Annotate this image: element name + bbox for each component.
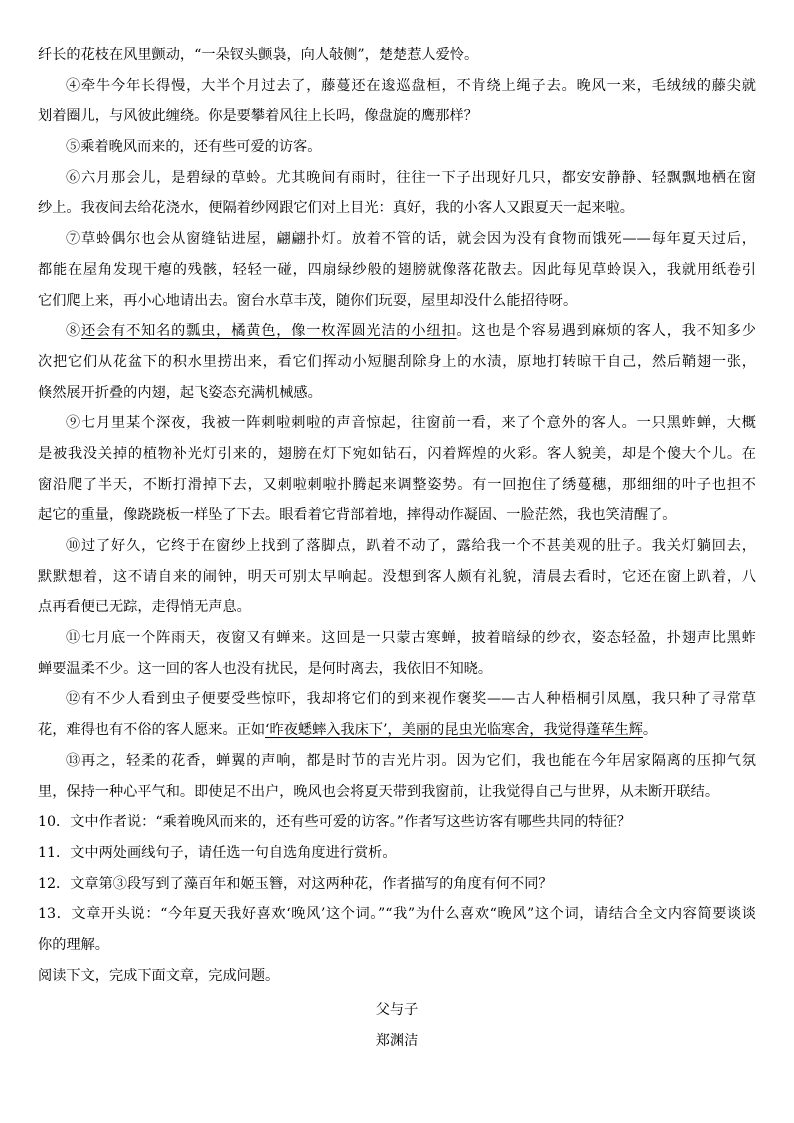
paragraph-12-line: ⑫有不少人看到虫子便要受些惊吓，我却将它们的到来视作褒奖——古人种梧桐引凤凰，我只种了寻常草 bbox=[66, 691, 756, 708]
paragraph-8-line: ⑧还会有不知名的瓢虫，橘黄色，像一枚浑圆光洁的小纽扣。这也是个容易遇到麻烦的客人，我不知多少 bbox=[66, 323, 756, 340]
paragraph-9-line: 起它的重量，像跷跷板一样坠了下去。眼看着它背部着地，摔得动作凝固、一脸茫然，我也笑清醒了。 bbox=[38, 507, 677, 524]
paragraph-5-line: ⑤乘着晚风而来的，还有些可爱的访客。 bbox=[66, 139, 322, 156]
underlined-sentence-2: ‘昨夜蟋蟀入我床下’，美丽的昆虫光临寒舍，我觉得蓬荜生辉 bbox=[265, 722, 643, 739]
paragraph-12-line: 花，难得也有不俗的客人愿来。正如‘昨夜蟋蟀入我床下’，美丽的昆虫光临寒舍，我觉得蓬荜生辉。 bbox=[38, 722, 658, 739]
paragraph-8-line: 倏然展开折叠的内翅，起飞姿态充满机械感。 bbox=[38, 384, 322, 401]
paragraph-10-line: ⑩过了好久，它终于在窗纱上找到了落脚点，趴着不动了，露给我一个不甚美观的肚子。我关灯躺回去， bbox=[66, 538, 756, 554]
paragraph-11-line: ⑪七月底一个阵雨天，夜窗又有蝉来。这回是一只蒙古寒蝉，披着暗绿的纱衣，姿态轻盈，扑翅声比黑蚱 bbox=[66, 630, 756, 647]
paragraph-7-line: 都能在屋角发现干瘪的残骸，轻轻一碰，四扇绿纱般的翅膀就像落花散去。因此每见草蛉误入，我就用纸卷引 bbox=[38, 261, 756, 278]
paragraph-4-line: ④牵牛今年长得慢，大半个月过去了，藤蔓还在逡巡盘桓，不肯绕上绳子去。晚风一来，毛绒绒的藤尖就 bbox=[66, 77, 756, 94]
paragraph-line: 纤长的花枝在风里颤动，“一朵钗头颤袅，向人敧侧”，楚楚惹人爱怜。 bbox=[38, 47, 479, 63]
underlined-sentence-1: 还会有不知名的瓢虫，橘黄色，像一枚浑圆光洁的小纽扣 bbox=[81, 323, 457, 340]
question-13: 13．文章开头说：“今年夏天我好喜欢‘晚风’这个词。”“我”为什么喜欢“晚风”这个词，请结合全文内容简要谈谈 bbox=[38, 906, 756, 923]
article-title: 父与子 bbox=[375, 1002, 419, 1019]
question-11: 11．文中两处画线句子，请任选一句自选角度进行赏析。 bbox=[38, 844, 397, 861]
paragraph-7-line: ⑦草蛉偶尔也会从窗缝钻进屋，翩翩扑灯。放着不管的话，就会因为没有食物而饿死——每年夏天过后， bbox=[66, 231, 756, 248]
paragraph-9-line: 是被我没关掉的植物补光灯引来的，翅膀在灯下宛如钻石，闪着辉煌的火彩。客人貌美，却是个傻大个儿。在 bbox=[38, 445, 756, 462]
paragraph-6-line: ⑥六月那会儿，是碧绿的草蛉。尤其晚间有雨时，往往一下子出现好几只，都安安静静、轻飘飘地栖在窗 bbox=[66, 169, 756, 186]
paragraph-9-line: 窗沿爬了半天，不断打滑掉下去，又刺啦刺啦扑腾起来调整姿势。有一回抱住了绣蔓穗，那细细的叶子也担不 bbox=[38, 476, 756, 493]
paragraph-4-line: 划着圈儿，与风彼此缠绕。你是要攀着风往上长吗，像盘旋的鹰那样？ bbox=[38, 108, 478, 125]
paragraph-10-line: 点再看便已无踪，走得悄无声息。 bbox=[38, 599, 251, 616]
paragraph-6-line: 纱上。我夜间去给花浇水，便隔着纱网跟它们对上目光：真好，我的小客人又跟夏天一起来啦。 bbox=[38, 200, 634, 217]
paragraph-8-line: 次把它们从花盆下的积水里捞出来，看它们挥动小短腿刮除身上的水渍，原地打转晾干自己，然后鞘翅一张， bbox=[38, 353, 756, 370]
paragraph-13-line: ⑬再之，轻柔的花香，蝉翼的声响，都是时节的吉光片羽。因为它们，我也能在今年居家隔离的压抑气氛 bbox=[66, 752, 756, 769]
paragraph-10-line: 默默想着，这不请自来的闹钟，明天可别太早响起。没想到客人颇有礼貌，清晨去看时，它还在窗上趴着，八 bbox=[38, 568, 756, 585]
question-13-continued: 你的理解。 bbox=[38, 936, 109, 953]
paragraph-11-line: 蝉要温柔不少。这一回的客人也没有扰民，是何时离去，我依旧不知晓。 bbox=[38, 660, 493, 677]
paragraph-13-line: 里，保持一种心平气和。即使足不出户，晚风也会将夏天带到我窗前，让我觉得自己与世界，从未断开联结。 bbox=[38, 783, 720, 800]
reading-instruction: 阅读下文，完成下面文章，完成问题。 bbox=[38, 967, 280, 984]
paragraph-9-line: ⑨七月里某个深夜，我被一阵刺啦刺啦的声音惊起，往窗前一看，来了个意外的客人。一只黑蚱蝉，大概 bbox=[66, 415, 756, 432]
article-author: 郑渊洁 bbox=[375, 1033, 419, 1049]
question-12: 12．文章第③段写到了藻百年和姬玉簪，对这两种花，作者描写的角度有何不同？ bbox=[38, 875, 553, 892]
question-10: 10．文中作者说：“乘着晚风而来的，还有些可爱的访客。”作者写这些访客有哪些共同的特征？ bbox=[38, 814, 631, 831]
document-body bbox=[38, 40, 756, 1057]
paragraph-7-line: 它们爬上来，再小心地请出去。窗台水草丰茂，随你们玩耍，屋里却没什么能招待呀。 bbox=[38, 292, 578, 309]
